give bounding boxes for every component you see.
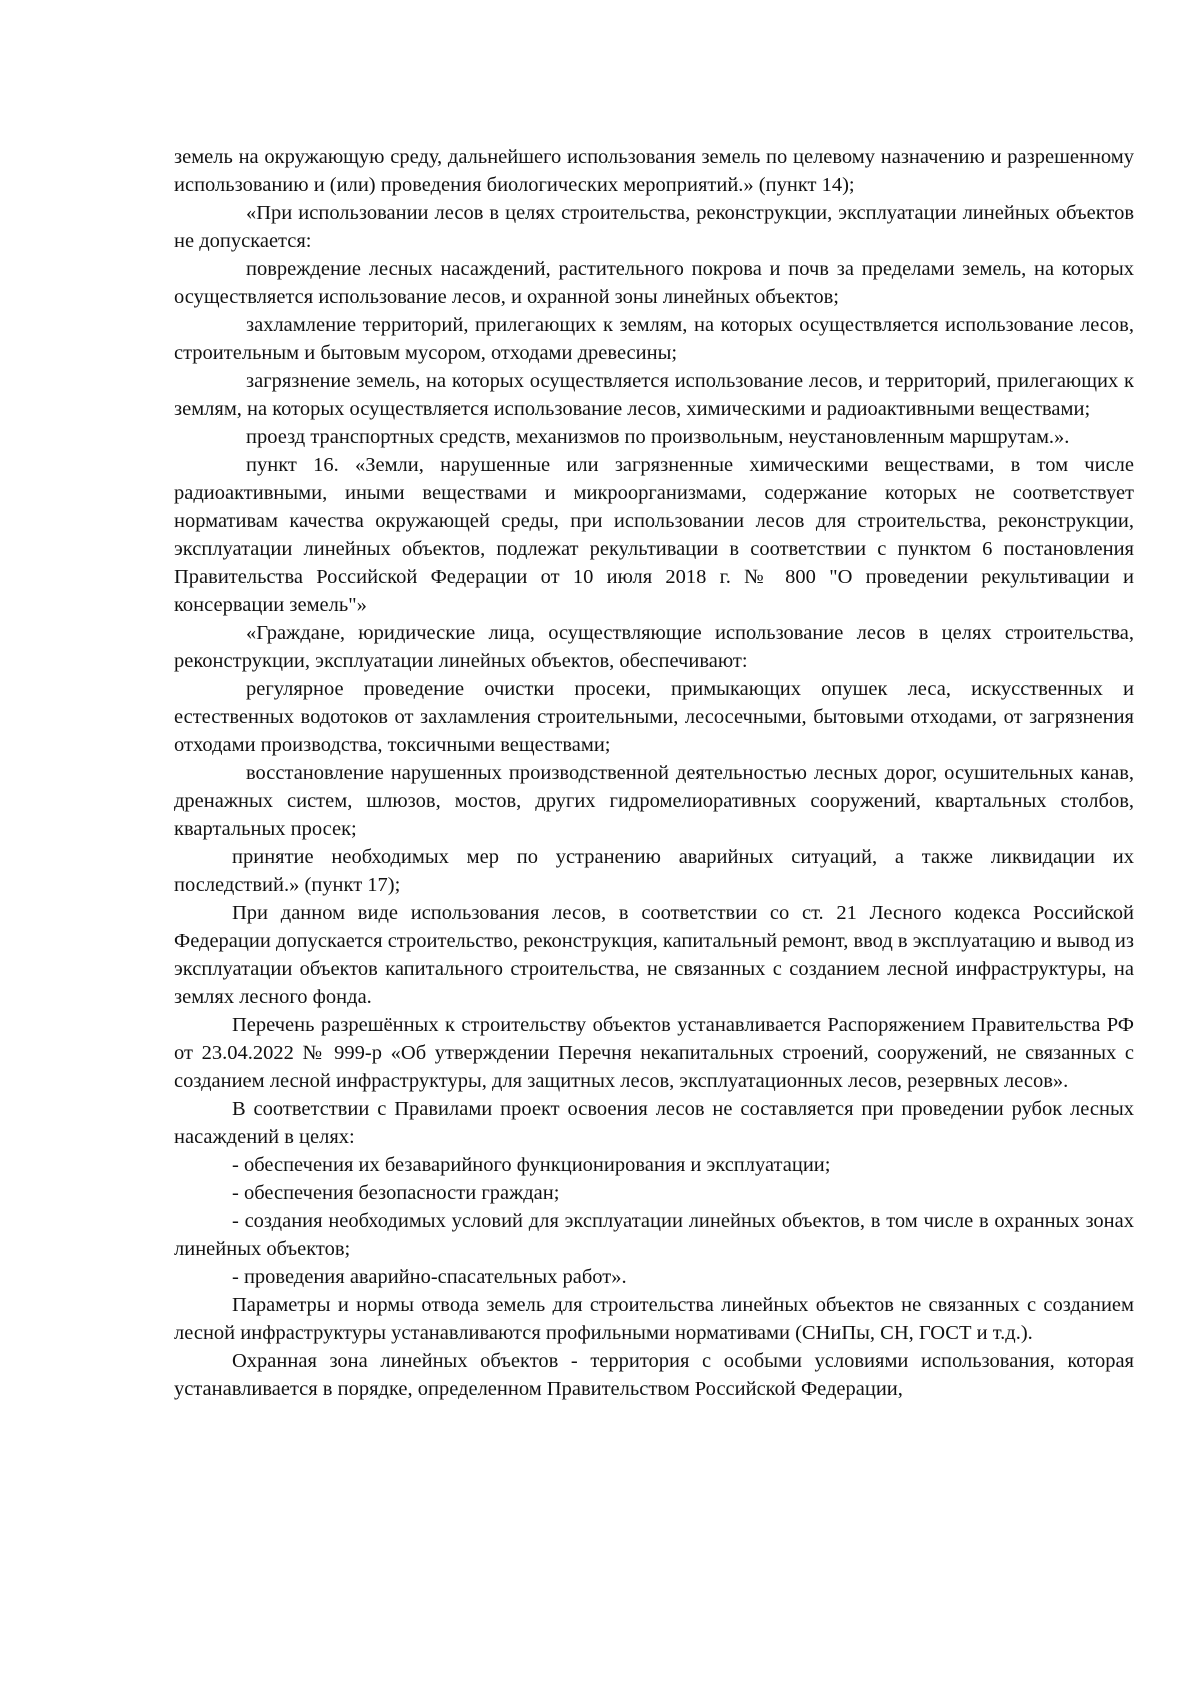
paragraph: принятие необходимых мер по устранению аварийных ситуаций, а также ликвидации их последствий.» (пункт 17); [174,846,1134,896]
paragraph: проезд транспортных средств, механизмов по произвольным, неустановленным маршрутам.». [246,426,1070,448]
paragraph: регулярное проведение очистки просеки, примыкающих опушек леса, искусственных и естественных водотоков от захламления строительными, лесосечными, бытовыми отходами, от загрязнения отходами производства, токсичными веществами; [174,678,1134,756]
paragraph: Перечень разрешённых к строительству объектов устанавливается Распоряжением Правительства РФ от 23.04.2022 № 999-р «Об утверждении Перечня некапитальных строений, сооружений, не связанных с созданием лесной инфраструктуры, для защитных лесов, эксплуатационных лесов, резервных лесов». [174,1014,1134,1092]
paragraph: В соответствии с Правилами проект освоения лесов не составляется при проведении рубок лесных насаждений в целях: [174,1098,1134,1148]
paragraph: «При использовании лесов в целях строительства, реконструкции, эксплуатации линейных объектов не допускается: [174,202,1134,252]
list-item: - обеспечения их безаварийного функционирования и эксплуатации; [232,1154,831,1176]
list-item: - проведения аварийно-спасательных работ». [232,1266,627,1288]
paragraph: Параметры и нормы отвода земель для строительства линейных объектов не связанных с созданием лесной инфраструктуры устанавливаются профильными нормативами (СНиПы, СН, ГОСТ и т.д.). [174,1294,1134,1344]
paragraph: захламление территорий, прилегающих к землям, на которых осуществляется использование лесов, строительным и бытовым мусором, отходами древесины; [174,314,1134,364]
paragraph: «Граждане, юридические лица, осуществляющие использование лесов в целях строительства, реконструкции, эксплуатации линейных объектов, обеспечивают: [174,622,1134,672]
paragraph: Охранная зона линейных объектов - территория с особыми условиями использования, которая устанавливается в порядке, определенном Правительством Российской Федерации, [174,1350,1134,1400]
paragraph: повреждение лесных насаждений, растительного покрова и почв за пределами земель, на которых осуществляется использование лесов, и охранной зоны линейных объектов; [174,258,1134,308]
list-item: - создания необходимых условий для эксплуатации линейных объектов, в том числе в охранных зонах линейных объектов; [174,1210,1134,1260]
paragraph: При данном виде использования лесов, в соответствии со ст. 21 Лесного кодекса Российской Федерации допускается строительство, реконструкция, капитальный ремонт, ввод в эксплуатацию и вывод из эксплуатации объектов капитального строительства, не связанных с созданием лесной инфраструктуры, на землях лесного фонда. [174,902,1134,1008]
paragraph: земель на окружающую среду, дальнейшего использования земель по целевому назначению и разрешенному использованию и (или) проведения биологических мероприятий.» (пункт 14); [174,146,1134,196]
paragraph: пункт 16. «Земли, нарушенные или загрязненные химическими веществами, в том числе радиоактивными, иными веществами и микроорганизмами, содержание которых не соответствует нормативам качества окружающей среды, при использовании лесов для строительства, реконструкции, эксплуатации линейных объектов, подлежат рекультивации в соответствии с пунктом 6 постановления Правительства Российской Федерации от 10 июля 2018 г. № 800 "О проведении рекультивации и консервации земель"» [174,454,1134,616]
list-item: - обеспечения безопасности граждан; [232,1182,560,1204]
paragraph: восстановление нарушенных производственной деятельностью лесных дорог, осушительных канав, дренажных систем, шлюзов, мостов, других гидромелиоративных сооружений, квартальных столбов, квартальных просек; [174,762,1134,840]
document-page [174,143,1134,1403]
paragraph: загрязнение земель, на которых осуществляется использование лесов, и территорий, прилегающих к землям, на которых осуществляется использование лесов, химическими и радиоактивными веществами; [174,370,1134,420]
